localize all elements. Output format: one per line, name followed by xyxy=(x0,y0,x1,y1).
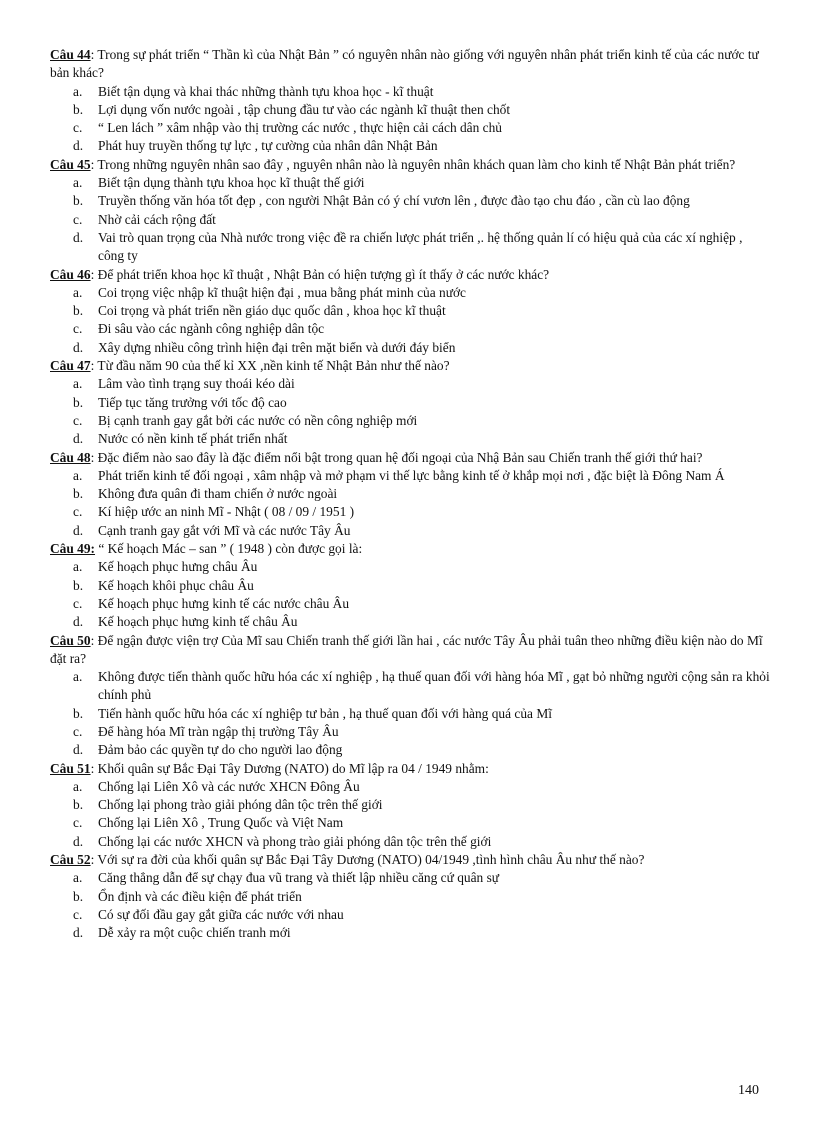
question-block xyxy=(50,540,770,631)
option-text: Coi trọng và phát triển nền giáo dục quốc dân , khoa học kĩ thuật xyxy=(98,303,446,319)
answer-option xyxy=(73,485,770,503)
option-letter: b. xyxy=(73,193,84,209)
question-stem xyxy=(50,156,770,174)
option-text: Bị cạnh tranh gay gắt bởi các nước có nền công nghiệp mới xyxy=(98,412,418,428)
question-text: Với sự ra đời của khối quân sự Bắc Đại Tây Dương (NATO) 04/1949 ,tình hình châu Âu như thế nào? xyxy=(94,852,645,868)
question-label-separator: : xyxy=(90,760,95,776)
question-block xyxy=(50,632,770,760)
option-letter: d. xyxy=(73,229,84,245)
answer-option xyxy=(73,888,770,906)
option-text: Đảm bảo các quyền tự do cho người lao động xyxy=(98,742,343,758)
answer-options xyxy=(50,869,770,942)
question-block xyxy=(50,357,770,448)
option-text: Tiếp tục tăng trưởng với tốc độ cao xyxy=(98,394,287,410)
question-block xyxy=(50,156,770,266)
answer-option xyxy=(73,394,770,412)
option-text: Có sự đối đầu gay gắt giữa các nước với nhau xyxy=(98,906,344,922)
option-letter: a. xyxy=(73,467,83,483)
answer-options xyxy=(50,467,770,540)
question-label: Câu 50 xyxy=(50,632,91,648)
option-text: Kế hoạch phục hưng kinh tế các nước châu Âu xyxy=(98,595,350,611)
answer-option xyxy=(73,375,770,393)
answer-option xyxy=(73,778,770,796)
question-stem xyxy=(50,266,770,284)
option-letter: a. xyxy=(73,559,83,575)
option-text: Chống lại Liên Xô , Trung Quốc và Việt Nam xyxy=(98,815,344,831)
option-letter: b. xyxy=(73,705,84,721)
answer-options xyxy=(50,284,770,357)
answer-option xyxy=(73,192,770,210)
question-text: Để phát triển khoa học kĩ thuật , Nhật Bản có hiện tượng gì ít thấy ở các nước khác? xyxy=(94,266,550,282)
answer-option xyxy=(73,577,770,595)
question-label-separator: : xyxy=(90,449,95,465)
question-label: Câu 46 xyxy=(50,266,91,282)
answer-option xyxy=(73,83,770,101)
question-block xyxy=(50,851,770,942)
option-letter: d. xyxy=(73,339,84,355)
question-label: Câu 49: xyxy=(50,541,96,557)
option-letter: b. xyxy=(73,101,84,117)
question-stem xyxy=(50,46,770,83)
question-label: Câu 44 xyxy=(50,47,91,62)
question-label: Câu 51 xyxy=(50,760,91,776)
question-stem xyxy=(50,357,770,375)
question-text: Từ đầu năm 90 của thế kỉ XX ,nền kinh tế Nhật Bản như thế nào? xyxy=(94,358,450,374)
option-letter: b. xyxy=(73,797,84,813)
option-text: Chống lại Liên Xô và các nước XHCN Đông Âu xyxy=(98,778,360,794)
option-letter: c. xyxy=(73,321,83,337)
answer-option xyxy=(73,101,770,119)
answer-option xyxy=(73,613,770,631)
answer-option xyxy=(73,796,770,814)
question-label: Câu 45 xyxy=(50,156,91,172)
option-letter: a. xyxy=(73,284,83,300)
option-letter: c. xyxy=(73,412,83,428)
option-text: Tiến hành quốc hữu hóa các xí nghiệp tư bản , hạ thuế quan đối với hàng quá của Mĩ xyxy=(98,705,552,721)
answer-option xyxy=(73,668,770,705)
question-text: Để ngận được viện trợ Của Mĩ sau Chiến tranh thế giới lần hai , các nước Tây Âu phải tuân theo những điều kiện nào do Mĩ đặt ra? xyxy=(50,632,763,666)
question-label-separator: : xyxy=(90,266,95,282)
option-letter: d. xyxy=(73,925,84,941)
option-text: Cạnh tranh gay gắt với Mĩ và các nước Tây Âu xyxy=(98,522,351,538)
question-block xyxy=(50,266,770,357)
answer-option xyxy=(73,705,770,723)
question-text: Đặc điểm nào sao đây là đặc điểm nổi bật trong quan hệ đối ngoại của Nhậ Bản sau Chiến tranh thế giới thứ hai? xyxy=(94,449,703,465)
option-letter: c. xyxy=(73,595,83,611)
answer-option xyxy=(73,595,770,613)
question-label-separator: : xyxy=(90,632,95,648)
answer-option xyxy=(73,906,770,924)
answer-option xyxy=(73,174,770,192)
answer-option xyxy=(73,741,770,759)
answer-option xyxy=(73,869,770,887)
page-number: 140 xyxy=(738,1083,759,1098)
option-text: Không được tiến thành quốc hữu hóa các xí nghiệp , hạ thuế quan đối với hàng hóa Mĩ , gạt bỏ những người cộng sản ra khỏi chính phủ xyxy=(98,669,770,703)
option-letter: d. xyxy=(73,522,84,538)
option-text: Dễ xảy ra một cuộc chiến tranh mới xyxy=(98,925,291,941)
document-page xyxy=(50,46,770,943)
option-letter: b. xyxy=(73,888,84,904)
answer-option xyxy=(73,211,770,229)
question-block xyxy=(50,46,770,156)
option-text: Chống lại các nước XHCN và phong trào giải phóng dân tộc trên thế giới xyxy=(98,833,492,849)
answer-option xyxy=(73,320,770,338)
answer-options xyxy=(50,668,770,759)
option-letter: d. xyxy=(73,431,84,447)
answer-options xyxy=(50,375,770,448)
answer-option xyxy=(73,137,770,155)
question-stem xyxy=(50,632,770,669)
question-text: Khối quân sự Bắc Đại Tây Dương (NATO) do Mĩ lập ra 04 / 1949 nhằm: xyxy=(94,760,489,776)
option-letter: c. xyxy=(73,504,83,520)
option-text: Kế hoạch phục hưng châu Âu xyxy=(98,559,258,575)
question-label-separator: : xyxy=(90,156,95,172)
option-letter: a. xyxy=(73,376,83,392)
option-letter: c. xyxy=(73,815,83,831)
option-text: Phát triển kinh tế đối ngoại , xâm nhập và mở phạm vi thế lực bằng kinh tế ở khắp mọi nơi , đặc biệt là Đông Nam Á xyxy=(98,467,725,483)
option-letter: c. xyxy=(73,120,83,136)
option-letter: d. xyxy=(73,833,84,849)
answer-option xyxy=(73,229,770,266)
answer-option xyxy=(73,558,770,576)
option-text: Coi trọng việc nhập kĩ thuật hiện đại , mua bằng phát minh của nước xyxy=(98,284,466,300)
option-text: Biết tận dụng và khai thác những thành tựu khoa học - kĩ thuật xyxy=(98,83,434,99)
option-letter: d. xyxy=(73,138,84,154)
option-text: Chống lại phong trào giải phóng dân tộc trên thế giới xyxy=(98,797,383,813)
option-letter: a. xyxy=(73,175,83,191)
option-letter: b. xyxy=(73,486,84,502)
option-letter: c. xyxy=(73,723,83,739)
option-text: “ Len lách ” xâm nhập vào thị trường các nước , thực hiện cải cách dân chủ xyxy=(98,120,503,136)
answer-option xyxy=(73,723,770,741)
option-text: Vai trò quan trọng của Nhà nước trong việc đề ra chiến lược phát triển ,. hệ thống quản lí có hiệu quả của các xí nghiệp , công ty xyxy=(98,229,743,264)
answer-options xyxy=(50,558,770,631)
answer-option xyxy=(73,503,770,521)
answer-option xyxy=(73,833,770,851)
option-letter: a. xyxy=(73,669,83,685)
option-letter: c. xyxy=(73,211,83,227)
answer-option xyxy=(73,430,770,448)
question-text: Trong những nguyên nhân sao đây , nguyên nhân nào là nguyên nhân khách quan làm cho kinh tế Nhật Bản phát triển? xyxy=(94,156,736,172)
answer-option xyxy=(73,339,770,357)
option-text: Xây dựng nhiều công trình hiện đại trên mặt biển và dưới đáy biển xyxy=(98,339,456,355)
answer-options xyxy=(50,83,770,156)
question-label: Câu 52 xyxy=(50,852,91,868)
question-stem xyxy=(50,449,770,467)
answer-option xyxy=(73,412,770,430)
option-letter: a. xyxy=(73,83,83,99)
option-text: Kế hoạch khôi phục châu Âu xyxy=(98,577,254,593)
question-stem xyxy=(50,851,770,869)
option-text: Phát huy truyền thống tự lực , tự cường của nhân dân Nhật Bản xyxy=(98,138,438,154)
option-letter: c. xyxy=(73,906,83,922)
option-text: Biết tận dụng thành tựu khoa học kĩ thuật thế giới xyxy=(98,175,365,191)
answer-option xyxy=(73,302,770,320)
answer-options xyxy=(50,778,770,851)
option-text: Lợi dụng vốn nước ngoài , tập chung đầu tư vào các ngành kĩ thuật then chốt xyxy=(98,101,511,117)
answer-option xyxy=(73,467,770,485)
answer-option xyxy=(73,814,770,832)
question-block xyxy=(50,760,770,851)
option-letter: b. xyxy=(73,303,84,319)
question-text: Trong sự phát triển “ Thần kì của Nhật Bản ” có nguyên nhân nào giống với nguyên nhân phát triển kinh tế của các nước tư bản khác? xyxy=(50,47,759,81)
option-text: Không đưa quân đi tham chiến ở nước ngoài xyxy=(98,486,338,502)
answer-option xyxy=(73,284,770,302)
option-letter: b. xyxy=(73,577,84,593)
option-text: Nhờ cải cách rộng đất xyxy=(98,211,216,227)
answer-option xyxy=(73,119,770,137)
option-text: Ổn định và các điều kiện để phát triển xyxy=(98,888,302,904)
answer-option xyxy=(73,924,770,942)
question-label: Câu 48 xyxy=(50,449,91,465)
question-text: “ Kế hoạch Mác – san ” ( 1948 ) còn được gọi là: xyxy=(95,541,363,557)
option-text: Đi sâu vào các ngành công nghiệp dân tộc xyxy=(98,321,325,337)
question-stem xyxy=(50,540,770,558)
question-block xyxy=(50,449,770,540)
option-text: Kí hiệp ước an ninh Mĩ - Nhật ( 08 / 09 / 1951 ) xyxy=(98,504,355,520)
answer-option xyxy=(73,522,770,540)
option-text: Truyền thống văn hóa tốt đẹp , con người Nhật Bản có ý chí vươn lên , được đào tạo chu đáo , cần cù lao động xyxy=(98,193,690,209)
option-letter: d. xyxy=(73,742,84,758)
answer-options xyxy=(50,174,770,265)
option-letter: d. xyxy=(73,614,84,630)
question-label-separator: : xyxy=(90,852,95,868)
question-label-separator: : xyxy=(90,358,95,374)
option-letter: b. xyxy=(73,394,84,410)
question-stem xyxy=(50,760,770,778)
question-label: Câu 47 xyxy=(50,358,91,374)
option-text: Lâm vào tình trạng suy thoái kéo dài xyxy=(98,376,295,392)
option-text: Kế hoạch phục hưng kinh tế châu Âu xyxy=(98,614,298,630)
option-text: Để hàng hóa Mĩ tràn ngập thị trường Tây Âu xyxy=(98,723,339,739)
option-text: Nước có nền kinh tế phát triển nhất xyxy=(98,431,288,447)
option-letter: a. xyxy=(73,870,83,886)
option-text: Căng thẳng dẫn để sự chạy đua vũ trang và thiết lập nhiều căng cứ quân sự xyxy=(98,870,500,886)
question-label-separator: : xyxy=(90,47,95,62)
option-letter: a. xyxy=(73,778,83,794)
